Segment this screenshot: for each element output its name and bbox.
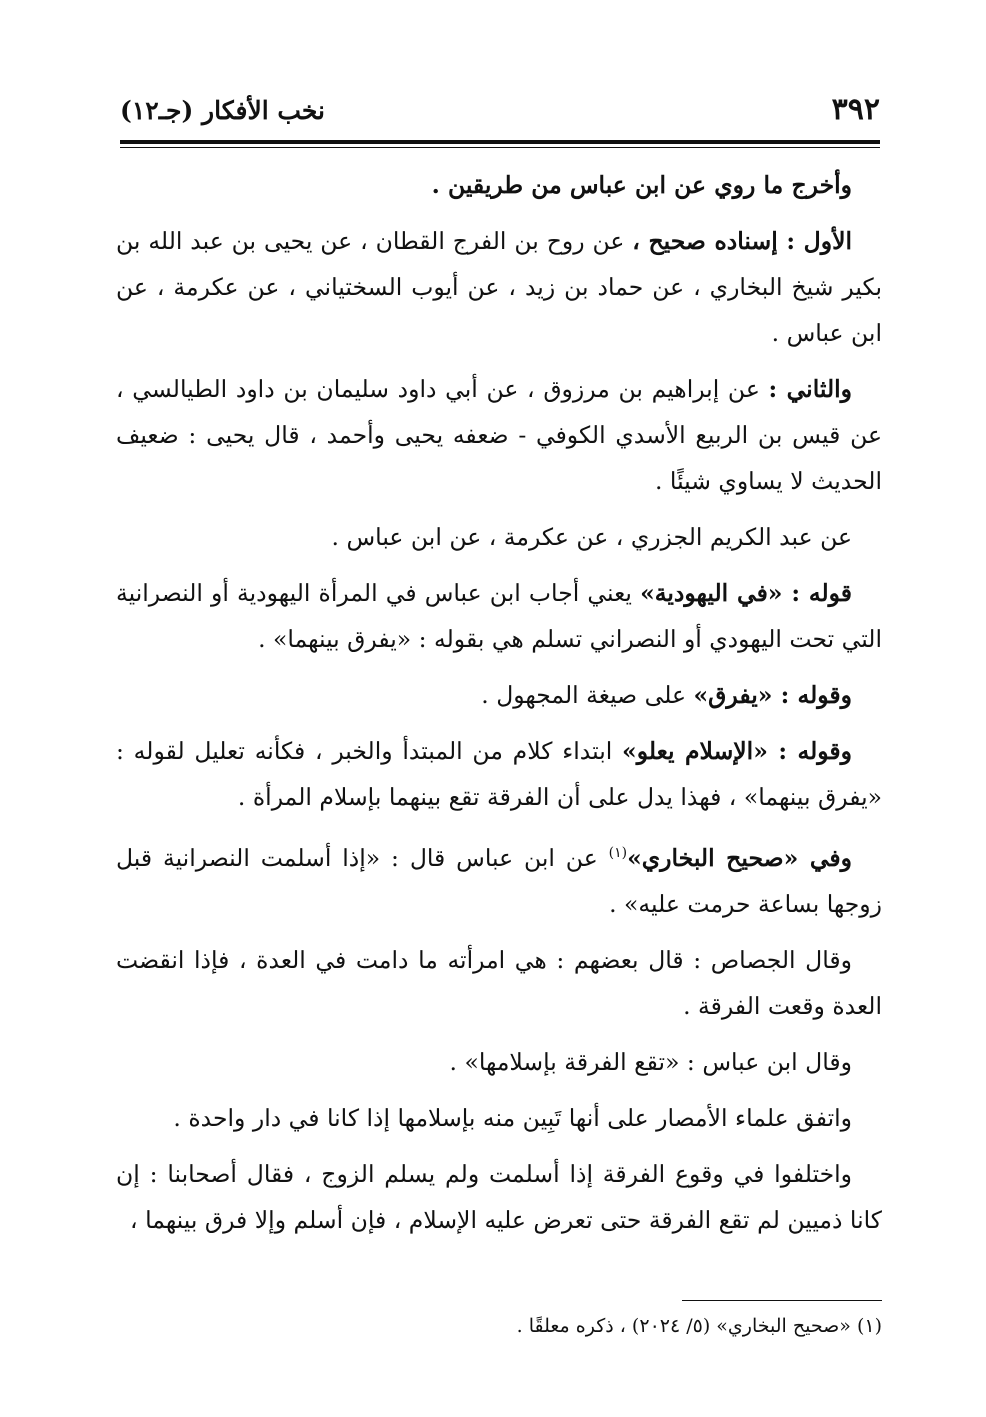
header-rule-thin <box>120 147 880 148</box>
paragraph-bold: وفي «صحيح البخاري» <box>627 843 852 872</box>
paragraph-bold: وقوله : «الإسلام يعلو» <box>622 737 852 765</box>
paragraph-text: عن إبراهيم بن مرزوق ، عن أبي داود سليمان بن داود الطيالسي ، عن قيس بن الربيع الأسدي الكوفي - ضعفه يحيى وأحمد ، قال يحيى : ضعيف الحديث لا يساوي شيئًا . <box>116 375 882 495</box>
paragraph-text: واختلفوا في وقوع الفرقة إذا أسلمت ولم يسلم الزوج ، فقال أصحابنا : إن كانا ذميين لم تقع الفرقة حتى تعرض عليه الإسلام ، فإن أسلم وإلا فرق بينهما ، <box>116 1159 882 1234</box>
footnote: (١) «صحيح البخاري» (٥/ ٢٠٢٤) ، ذكره معلقًا . <box>516 1315 882 1337</box>
paragraph <box>116 366 882 504</box>
paragraph <box>116 570 882 662</box>
paragraph <box>116 514 882 560</box>
paragraph-text: وقال الجصاص : قال بعضهم : هي امرأته ما دامت في العدة ، فإذا انقضت العدة وقعت الفرقة . <box>116 945 882 1020</box>
paragraph <box>116 672 882 718</box>
main-text <box>116 162 882 1253</box>
paragraph <box>116 162 882 208</box>
paragraph <box>116 937 882 1029</box>
paragraph <box>116 728 882 820</box>
paragraph <box>116 1039 882 1085</box>
paragraph-text: عن ابن عباس قال : «إذا أسلمت النصرانية قبل زوجها بساعة حرمت عليه» . <box>116 843 882 918</box>
paragraph-text: عن عبد الكريم الجزري ، عن عكرمة ، عن ابن عباس . <box>331 523 852 551</box>
paragraph <box>116 1095 882 1141</box>
paragraph-bold: وقوله : «يفرق» <box>693 681 852 709</box>
paragraph-text: ابتداء كلام من المبتدأ والخبر ، فكأنه تعليل لقوله : «يفرق بينهما» ، فهذا يدل على أن الفرقة تقع بينهما بإسلام المرأة . <box>116 737 882 811</box>
paragraph-text: وقال ابن عباس : «تقع الفرقة بإسلامها» . <box>449 1047 852 1076</box>
paragraph-text: واتفق علماء الأمصار على أنها تَبِين منه بإسلامها إذا كانا في دار واحدة . <box>173 1103 852 1132</box>
paragraph <box>116 218 882 356</box>
paragraph <box>116 1151 882 1243</box>
paragraph <box>116 830 882 927</box>
book-title: نخب الأفكار (جـ١٢) <box>120 96 326 125</box>
page-header <box>120 88 880 140</box>
paragraph-bold: قوله : «في اليهودية» <box>640 579 853 607</box>
footnote-rule <box>682 1300 882 1301</box>
page-number: ٣٩٢ <box>831 92 880 127</box>
paragraph-bold: والثاني : <box>768 375 852 403</box>
paragraph-text: عن روح بن الفرج القطان ، عن يحيى بن عبد الله بن بكير شيخ البخاري ، عن حماد بن زيد ، عن أيوب السختياني ، عن عكرمة ، عن ابن عباس . <box>116 227 882 347</box>
paragraph-text: يعني أجاب ابن عباس في المرأة اليهودية أو النصرانية التي تحت اليهودي أو النصراني تسلم هي بقوله : «يفرق بينهما» . <box>116 579 882 653</box>
footnote-reference[interactable]: (١) <box>608 845 628 861</box>
paragraph-bold: الأول : إسناده صحيح ، <box>632 227 852 255</box>
paragraph-text: على صيغة المجهول . <box>481 681 694 709</box>
paragraph-bold: وأخرج ما روي عن ابن عباس من طريقين . <box>431 171 852 199</box>
header-rule <box>120 140 880 144</box>
